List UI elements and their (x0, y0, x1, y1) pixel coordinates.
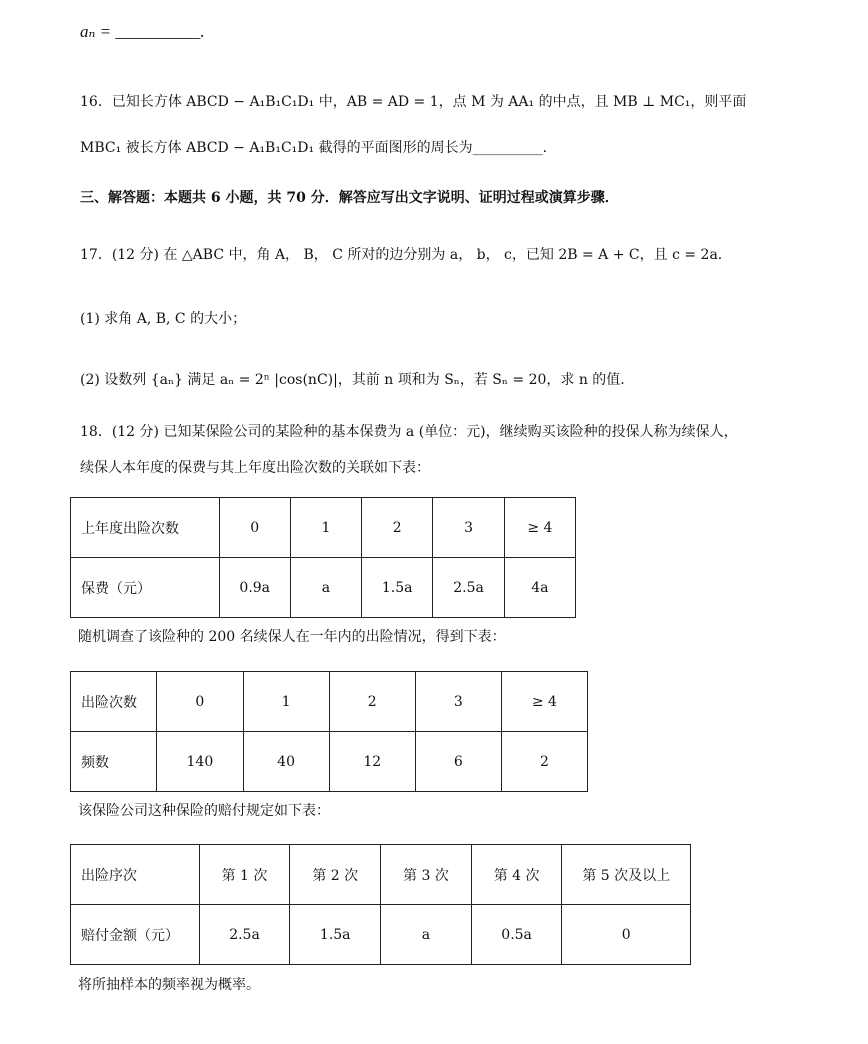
table-cell: 4a (504, 558, 575, 618)
q16-line1: 16．已知长方体 ABCD − A₁B₁C₁D₁ 中，AB = AD = 1，点 M 为 AA₁ 的中点，且 MB ⊥ MC₁，则平面 (80, 94, 747, 110)
q18-stem-line1: 18．(12 分) 已知某保险公司的某险种的基本保费为 a (单位：元)，继续购买该险种的投保人称为续保人， (80, 424, 738, 440)
compensation-table (70, 844, 691, 965)
table-cell: 赔付金额（元） (71, 905, 200, 965)
table-cell: 0.9a (219, 558, 290, 618)
table-cell: 1.5a (362, 558, 433, 618)
premium-table (70, 497, 576, 618)
table-cell: 140 (157, 732, 243, 792)
table-cell: 6 (415, 732, 501, 792)
table-row (71, 558, 576, 618)
table-cell: 1.5a (290, 905, 381, 965)
table-cell: 12 (329, 732, 415, 792)
table-cell: ≥ 4 (504, 498, 575, 558)
table-row (71, 672, 588, 732)
q18-survey-text: 随机调查了该险种的 200 名续保人在一年内的出险情况，得到下表： (78, 629, 506, 645)
table-cell: a (290, 558, 361, 618)
table-cell: 3 (415, 672, 501, 732)
table-cell: 0.5a (471, 905, 562, 965)
table-cell: 0 (219, 498, 290, 558)
table-cell: 出险次数 (71, 672, 157, 732)
table-cell: 频数 (71, 732, 157, 792)
section-3-heading: 三、解答题：本题共 6 小题，共 70 分．解答应写出文字说明、证明过程或演算步骤． (80, 190, 619, 206)
table-cell: 1 (290, 498, 361, 558)
q17-part1: (1) 求角 A, B, C 的大小； (80, 311, 247, 327)
table-cell: 2 (329, 672, 415, 732)
q15-answer-blank: aₙ = __________. (80, 22, 205, 41)
q17-part2: (2) 设数列 {aₙ} 满足 aₙ = 2ⁿ |cos(nC)|，其前 n 项和为 Sₙ，若 Sₙ = 20，求 n 的值. (80, 372, 625, 388)
table-cell: 2.5a (199, 905, 290, 965)
q18-compensation-text: 该保险公司这种保险的赔付规定如下表： (78, 803, 330, 819)
q16-line2: MBC₁ 被长方体 ABCD − A₁B₁C₁D₁ 截得的平面图形的周长为__________. (80, 140, 548, 156)
table-cell: 3 (433, 498, 504, 558)
table-row (71, 498, 576, 558)
q17-stem: 17．(12 分) 在 △ABC 中，角 A， B， C 所对的边分别为 a， b， c，已知 2B = A + C，且 c = 2a. (80, 247, 723, 263)
table-cell: 第 1 次 (199, 845, 290, 905)
table-cell: 2 (501, 732, 587, 792)
table-row (71, 845, 691, 905)
table-cell: 第 5 次及以上 (562, 845, 691, 905)
table-cell: 1 (243, 672, 329, 732)
q18-probability-note: 将所抽样本的频率视为概率。 (78, 977, 260, 993)
table-cell: 第 3 次 (381, 845, 472, 905)
table-cell: 出险序次 (71, 845, 200, 905)
table-cell: ≥ 4 (501, 672, 587, 732)
table-cell: 0 (157, 672, 243, 732)
table-cell: 2 (362, 498, 433, 558)
table-cell: 第 2 次 (290, 845, 381, 905)
table-cell: 2.5a (433, 558, 504, 618)
q18-stem-line2: 续保人本年度的保费与其上年度出险次数的关联如下表： (80, 460, 430, 476)
table-cell: 保费（元） (71, 558, 220, 618)
table-cell: 40 (243, 732, 329, 792)
table-cell: 上年度出险次数 (71, 498, 220, 558)
frequency-table (70, 671, 588, 792)
table-cell: 0 (562, 905, 691, 965)
table-cell: a (381, 905, 472, 965)
table-row (71, 732, 588, 792)
table-cell: 第 4 次 (471, 845, 562, 905)
table-row (71, 905, 691, 965)
